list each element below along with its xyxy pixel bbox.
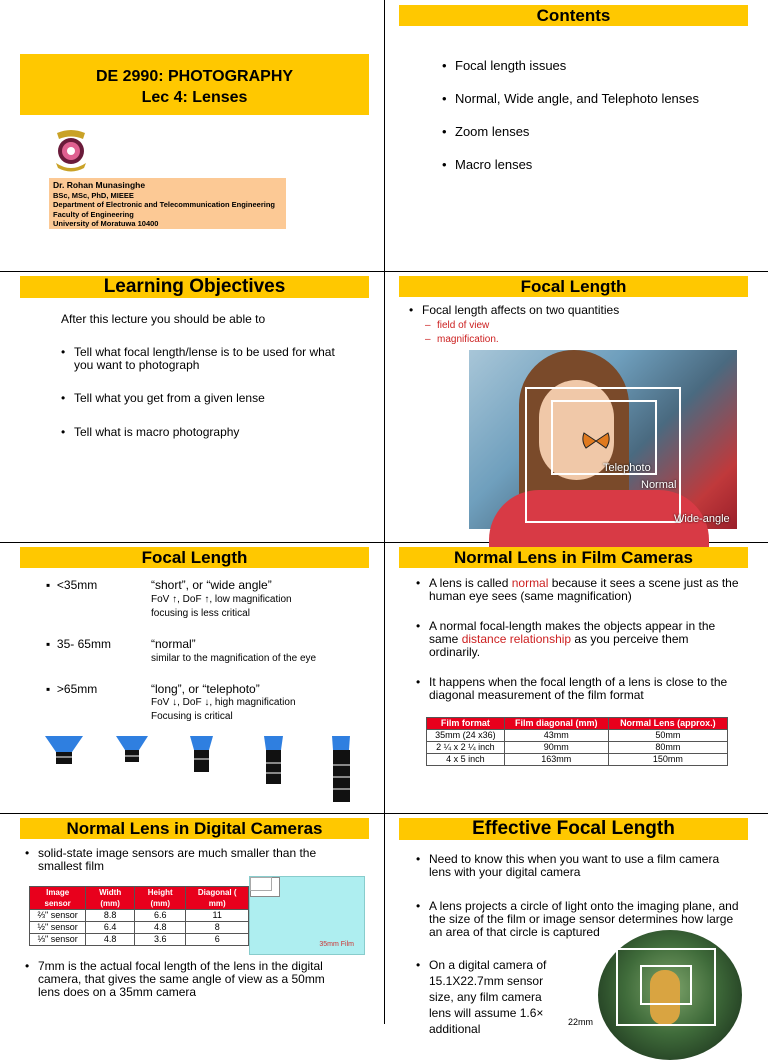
table-cell: 150mm bbox=[608, 754, 727, 766]
text: as you perceive them ordinarily. bbox=[429, 632, 689, 659]
table-header-row bbox=[30, 887, 249, 910]
highlight-text: distance relationship bbox=[461, 632, 572, 646]
sensor-table bbox=[29, 886, 249, 946]
table-header: Image sensor bbox=[30, 887, 86, 910]
slide-effective-focal-length bbox=[385, 814, 768, 1036]
range-row: ▪ >65mm bbox=[46, 682, 98, 696]
telephoto-label: Telephoto bbox=[603, 462, 651, 474]
course-title: DE 2990: PHOTOGRAPHY bbox=[95, 68, 294, 85]
sub-item-magnification: – magnification. bbox=[425, 333, 499, 346]
table-cell: 11 bbox=[186, 910, 249, 922]
list-item: • Need to know this when you want to use a film camera lens with your digital camera bbox=[415, 853, 740, 879]
table-row bbox=[427, 742, 728, 754]
list-item: • solid-state image sensors are much smaller than the smallest film bbox=[24, 847, 344, 873]
range-row: ▪ <35mm bbox=[46, 578, 98, 592]
table-cell: 80mm bbox=[608, 742, 727, 754]
slide-title-bar: Normal Lens in Film Cameras bbox=[399, 547, 748, 568]
lens-moderate-wide-icon bbox=[116, 736, 150, 775]
list-item: • Macro lenses bbox=[441, 158, 699, 171]
table-cell: 2 ¼ x 2 ¼ inch bbox=[427, 742, 505, 754]
lens-short-tele-icon bbox=[262, 736, 286, 797]
list-item: • Focal length affects on two quantities bbox=[408, 304, 738, 317]
list-item: • On a digital camera of 15.1X22.7mm sensor size, any film camera lens will assume 1.6× additional bbox=[415, 957, 555, 1037]
slide-title-bar: Learning Objectives bbox=[20, 276, 369, 298]
slide-focal-length-intro bbox=[385, 272, 768, 542]
table-header: Normal Lens (approx.) bbox=[608, 718, 727, 730]
contents-list bbox=[441, 59, 699, 171]
text: A normal focal-length makes the objects appear in the same bbox=[429, 619, 716, 646]
lens-normal-icon bbox=[189, 736, 215, 783]
range-name: “normal” bbox=[151, 637, 196, 651]
slide-title-bar: Effective Focal Length bbox=[399, 818, 748, 840]
text: A lens is called bbox=[429, 576, 512, 590]
table-cell: 3.6 bbox=[135, 934, 186, 946]
table-cell: 4 x 5 inch bbox=[427, 754, 505, 766]
table-cell: 6.4 bbox=[86, 922, 135, 934]
range-name: “short”, or “wide angle” bbox=[151, 578, 272, 592]
film-size-diagram bbox=[249, 876, 365, 955]
digital-bullets-2 bbox=[24, 960, 344, 999]
slide-title-bar: Focal Length bbox=[399, 276, 748, 297]
table-header: Film diagonal (mm) bbox=[504, 718, 608, 730]
table-cell: 8 bbox=[186, 922, 249, 934]
normal-label: Normal bbox=[641, 479, 677, 491]
lecture-title: Lec 4: Lenses bbox=[141, 89, 248, 106]
author-name: Dr. Rohan Munasinghe bbox=[53, 180, 146, 190]
highlight-text: normal bbox=[511, 576, 549, 590]
film-format-table bbox=[426, 717, 728, 766]
wide-angle-label: Wide-angle bbox=[674, 513, 730, 525]
range-desc: focusing is less critical bbox=[151, 608, 250, 619]
list-item: • Focal length issues bbox=[441, 59, 699, 72]
table-row bbox=[427, 730, 728, 742]
range-row: ▪ 35- 65mm bbox=[46, 637, 111, 651]
table-cell: 4.8 bbox=[86, 934, 135, 946]
table-header: Film format bbox=[427, 718, 505, 730]
slide-title-bar: Focal Length bbox=[20, 547, 369, 568]
objectives-list bbox=[60, 346, 350, 439]
forest-circle-photo bbox=[598, 930, 742, 1060]
slide-normal-lens-digital bbox=[0, 814, 383, 1024]
table-cell: 35mm (24 x36) bbox=[427, 730, 505, 742]
table-header-row bbox=[427, 718, 728, 730]
film-label: 35mm Film bbox=[319, 941, 354, 948]
frame-outline bbox=[640, 965, 692, 1005]
list-item: • A lens projects a circle of light onto the imaging plane, and the size of the film or image sensor determines how large an area of that circle is captured bbox=[415, 900, 740, 939]
digital-bullets bbox=[24, 847, 344, 873]
table-cell: 6 bbox=[186, 934, 249, 946]
table-cell: ⅓" sensor bbox=[30, 934, 86, 946]
table-row bbox=[30, 934, 249, 946]
range-value: 35- 65mm bbox=[56, 637, 111, 651]
list-item: • 7mm is the actual focal length of the lens in the digital camera, that gives the same angle of view as a 50mm lens does on a 35mm camera bbox=[24, 960, 344, 999]
table-header: Height (mm) bbox=[135, 887, 186, 910]
list-item bbox=[415, 620, 740, 659]
table-cell: ½" sensor bbox=[30, 922, 86, 934]
lens-wide-icon bbox=[45, 736, 85, 777]
author-university: University of Moratuwa 10400 bbox=[53, 219, 159, 228]
table-cell: 6.6 bbox=[135, 910, 186, 922]
slide-focal-length-ranges bbox=[0, 543, 383, 813]
text: because it sees a scene just as the human eye sees (same magnification) bbox=[429, 576, 739, 603]
table-header: Diagonal ( mm) bbox=[186, 887, 249, 910]
list-item bbox=[415, 577, 740, 603]
range-desc: Focusing is critical bbox=[151, 711, 233, 722]
author-box bbox=[49, 178, 286, 229]
list-item: • Tell what is macro photography bbox=[60, 426, 350, 439]
lens-telephoto-icon bbox=[330, 736, 354, 813]
table-cell: ⅔" sensor bbox=[30, 910, 86, 922]
author-faculty: Faculty of Engineering bbox=[53, 209, 134, 219]
range-desc: FoV ↓, DoF ↓, high magnification bbox=[151, 697, 296, 708]
girl-butterfly-photo bbox=[469, 350, 737, 529]
range-desc: FoV ↑, DoF ↑, low magnification bbox=[151, 594, 292, 605]
table-row bbox=[427, 754, 728, 766]
table-header: Width (mm) bbox=[86, 887, 135, 910]
author-degrees: BSc, MSc, PhD, MIEEE bbox=[53, 190, 134, 200]
slide-learning-objectives bbox=[0, 272, 383, 542]
table-row bbox=[30, 922, 249, 934]
slide-title bbox=[0, 0, 383, 270]
list-item: • Zoom lenses bbox=[441, 125, 699, 138]
list-item: • Tell what focal length/lense is to be used for what you want to photograph bbox=[60, 346, 350, 372]
slide-title-bar: Contents bbox=[399, 5, 748, 26]
range-value: <35mm bbox=[56, 578, 98, 592]
list-item: • Tell what you get from a given lense bbox=[60, 392, 350, 405]
list-item: • It happens when the focal length of a lens is close to the diagonal measurement of the film format bbox=[415, 676, 740, 702]
table-cell: 4.8 bbox=[135, 922, 186, 934]
focal-label: 22mm bbox=[568, 1017, 594, 1027]
table-cell: 163mm bbox=[504, 754, 608, 766]
focal-bullets bbox=[408, 304, 738, 317]
range-name: “long”, or “telephoto” bbox=[151, 682, 260, 696]
table-cell: 50mm bbox=[608, 730, 727, 742]
table-row bbox=[30, 910, 249, 922]
range-desc: similar to the magnification of the eye bbox=[151, 653, 317, 664]
list-item: • Normal, Wide angle, and Telephoto lenses bbox=[441, 92, 699, 105]
table-cell: 90mm bbox=[504, 742, 608, 754]
table-cell: 43mm bbox=[504, 730, 608, 742]
slide-contents bbox=[385, 0, 768, 270]
film-bullets bbox=[415, 577, 740, 702]
title-box bbox=[20, 54, 369, 115]
table-cell: 8.8 bbox=[86, 910, 135, 922]
author-dept: Department of Electronic and Telecommunication Engineering bbox=[53, 200, 275, 209]
slide-title-bar: Normal Lens in Digital Cameras bbox=[20, 818, 369, 839]
range-value: >65mm bbox=[56, 682, 98, 696]
intro-text: After this lecture you should be able to bbox=[61, 312, 266, 326]
slide-normal-lens-film bbox=[385, 543, 768, 813]
sub-item-fov: – field of view bbox=[425, 319, 489, 332]
sensor-outline bbox=[250, 877, 272, 891]
university-crest-icon bbox=[52, 127, 90, 173]
